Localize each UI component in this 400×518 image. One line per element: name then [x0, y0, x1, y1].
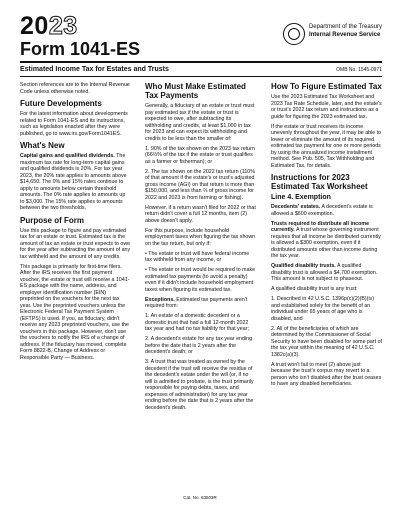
decedents-estates-text: A decedent's estate is allowed a $600 exemption.: [271, 204, 373, 217]
form-subtitle: Estimated Income Tax for Estates and Trusts: [20, 66, 169, 73]
who-paragraph-6: • The estate or trust will have federal income tax withheld from any income, or: [145, 250, 250, 263]
whats-new-lead: Capital gains and qualified dividends.: [20, 153, 115, 159]
whats-new-heading: What's New: [20, 141, 65, 150]
column-3: [271, 82, 382, 391]
year-prefix: 20: [20, 12, 49, 40]
form-header: [20, 14, 382, 59]
exceptions-item-3: 3. A trust that was treated as owned by the decedent if the trust will receive the residue of the decedent's estate under the will (or, if no will is admitted to probate, is the trust primarily responsible for paying debts, taxes, and expenses of administration) for any tax year ending before the date that is 2 years after the decedent's death.: [145, 359, 254, 411]
trusts-lead: Trusts required to distribute all income currently.: [271, 220, 370, 233]
purpose-heading: Purpose of Form: [20, 215, 85, 225]
line-4-heading: Line 4. Exemption: [271, 194, 331, 201]
qdt-paragraph-5: A trust won't fail to meet (2) above just because the trust's corpus may revert to a person who isn't disabled after the trust ceases to have any disabled beneficiaries.: [271, 361, 382, 387]
who-paragraph-4: However, if a return wasn't filed for 2022 or that return didn't cover a full 12 months, item (2) above doesn't apply.: [145, 204, 256, 224]
qdt-lead: Qualified disability trusts.: [271, 263, 336, 269]
whats-new-paragraph: [20, 153, 131, 212]
who-paragraph-2: 1. 90% of the tax shown on the 2023 tax return (66⅔% of the tax if the estate or trust qualifies as a farmer or fisherman); or: [145, 145, 255, 165]
treasury-seal-icon: [283, 23, 305, 45]
exceptions-item-1: 1. An estate of a domestic decedent or a domestic trust that had a full 12-month 2022 tax year and had no tax liability for that year;: [145, 313, 249, 332]
qdt-paragraph-2: A qualified disability trust is any trust:: [271, 286, 358, 292]
subtitle-rule: [20, 76, 382, 77]
how-to-figure-heading: How To Figure Estimated Tax: [271, 82, 382, 91]
how-paragraph-2: If the estate or trust receives its income unevenly throughout the year, it may be able to lower or eliminate the amount of its required estimated tax payment for one or more periods by using the annualized income installment method. See Pub. 505, Tax Withholding and Estimated Tax, for details.: [271, 123, 382, 169]
agency-department: Department of the Treasury: [308, 24, 382, 30]
how-paragraph-1: Use the 2023 Estimated Tax Worksheet and 2023 Tax Rate Schedule, later, and the estate's or trust's 2022 tax return and instructions as a guide for figuring the 2023 estimated tax.: [271, 94, 382, 120]
qdt-paragraph: [271, 263, 382, 283]
who-paragraph-1: Generally, a fiduciary of an estate or trust must pay estimated tax if the estate or trust is expected to owe, after subtracting its withholding and credits, at least $1,000 in tax for 2023 and can expect its withholding and credits to be less than the smaller of:: [145, 103, 255, 142]
trusts-text: A trust whose governing instrument requires that all income be distributed currently is allowed a $300 exemption, even if it distributed amounts other than income during the tax year.: [271, 227, 381, 259]
purpose-paragraph-2: This package is primarily for first-time filers. After the IRS receives the first payment voucher, the estate or trust will receive a 1041-ES package with the name, address, and employer identification number (EIN) preprinted on the vouchers for the next tax year. Use the preprinted vouchers unless the Electronic Federal Tax Payment System (EFTPS) is used. If you, as fiduciary, didn't receive any 2023 preprinted vouchers, use the vouchers in this package. However, don't use the vouchers to notify the IRS of a change of address. If the fiduciary has moved, complete Form 8822-B, Change of Address or Responsible Party — Business.: [20, 263, 130, 361]
exceptions-paragraph: [145, 297, 256, 310]
exceptions-item-2: 2. A decedent's estate for any tax year ending before the date that is 2 years after the decedent's death; or: [145, 336, 253, 355]
decedents-estates-paragraph: [271, 204, 382, 217]
column-2: [145, 82, 256, 415]
form-title: Form 1041-ES: [20, 39, 141, 59]
future-developments-text: For the latest information about developments related to Form 1041-ES and its instructions, such as legislation enacted after they were published, go to www.irs.gov/Form1041ES.: [20, 111, 128, 137]
who-must-pay-heading: Who Must Make Estimated Tax Payments: [145, 82, 246, 100]
intro-text: Section references are to the Internal Revenue Code unless otherwise noted.: [20, 82, 130, 95]
exceptions-lead: Exceptions.: [145, 296, 175, 303]
qdt-text: A qualified disability trust is allowed a $4,700 exemption. This amount is not subject to phaseout.: [271, 263, 378, 282]
future-developments-heading: Future Developments: [20, 99, 102, 108]
decedents-estates-lead: Decedents' estates.: [271, 204, 321, 210]
worksheet-instructions-heading: Instructions for 2023 Estimated Tax Worksheet: [271, 173, 368, 191]
who-paragraph-5: For this purpose, include household employment taxes when figuring the tax shown on the tax return, but only if:: [145, 227, 256, 247]
exceptions-text: Estimated tax payments aren't required from:: [145, 296, 248, 309]
column-1: [20, 82, 131, 365]
agency-block: [283, 23, 382, 45]
omb-number: OMB No. 1545-0971: [336, 67, 382, 73]
year-suffix: 23: [48, 12, 78, 40]
who-paragraph-7: • The estate or trust would be required to make estimated tax payments (to avoid a penalty) even if it didn't include household employment taxes when figuring its estimated tax.: [145, 267, 256, 293]
who-paragraph-3: 2. The tax shown on the 2022 tax return (110% of that amount if the estate's or trust's adjusted gross income (AGI) on that return is more than $150,000, and less than ⅔ of gross income for 2022 and 2023 is from farming or fishing).: [145, 168, 255, 201]
header-rule: [20, 61, 382, 63]
trusts-paragraph: [271, 221, 382, 260]
catalog-number: Cat. No. 63503R: [183, 495, 217, 500]
qdt-item-1: 1. Described in 42 U.S.C. 1396p(c)(2)(B)(iv) and established solely for the benefit of an individual under 65 years of age who is disabled, and: [271, 296, 375, 322]
qdt-item-2: 2. All of the beneficiaries of which are determined by the Commissioner of Social Security to have been disabled for some part of the tax year within the meaning of 42 U.S.C. 1382c(a)(3).: [271, 325, 383, 358]
purpose-paragraph-1: Use this package to figure and pay estimated tax for an estate or trust. Estimated tax is the amount of tax an estate or trust expects to owe for the year after subtracting the amount of any tax withheld and the amount of any credits.: [20, 227, 131, 260]
agency-irs: Internal Revenue Service: [308, 32, 381, 38]
whats-new-text: The maximum tax rate for long-term capital gains and qualified dividends is 20%. For tax year 2023, the 20% rate applies to amounts above $14,650. The 0% and 15% rates continue to apply to amounts below certain threshold amounts. The 0% rate applies to amounts up to $3,000. The 15% rate applies to amounts between the two thresholds.: [20, 153, 127, 211]
